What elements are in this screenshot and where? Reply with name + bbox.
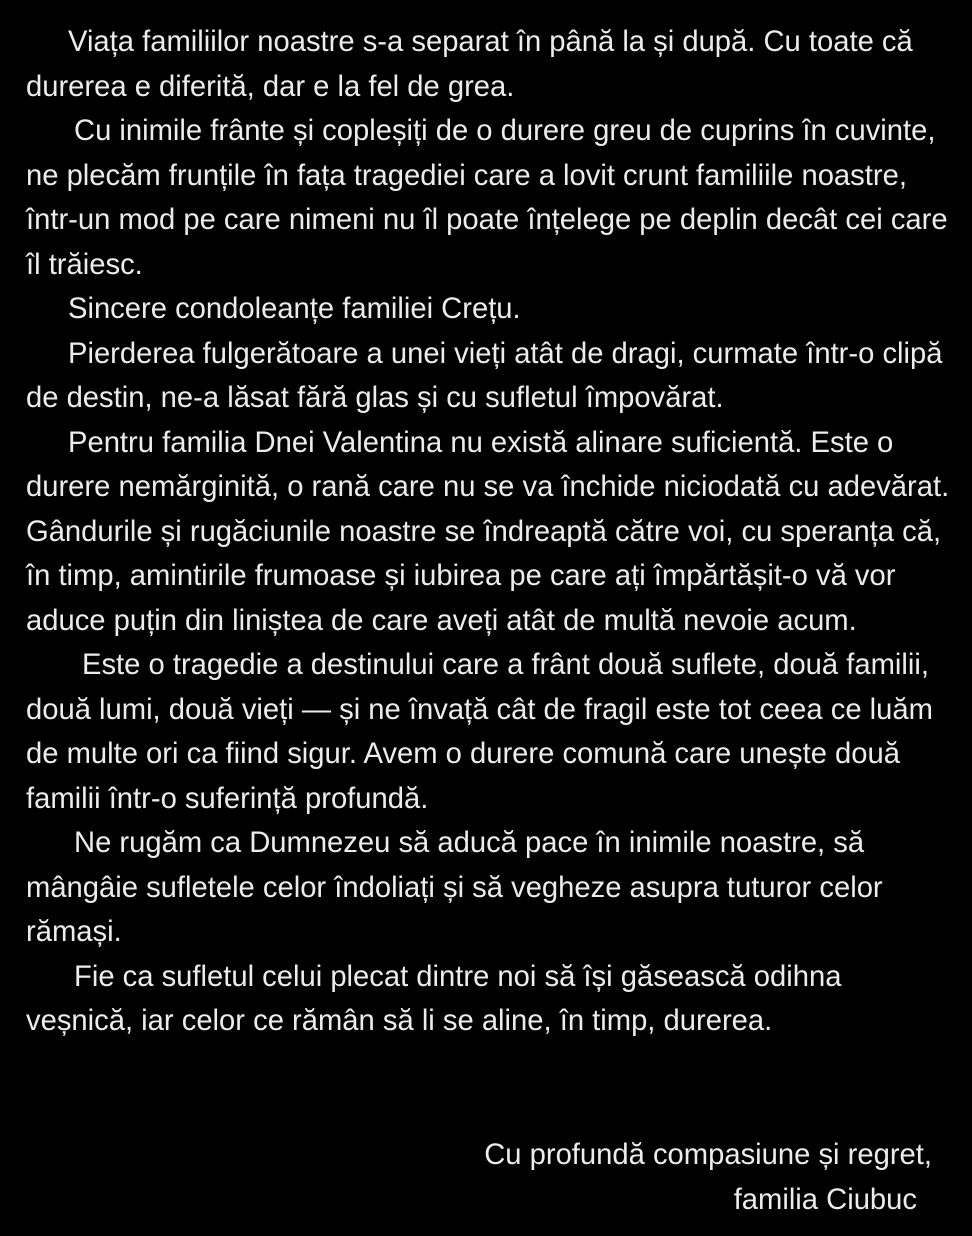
paragraph-4: Pierderea fulgerătoare a unei vieți atât de dragi, curmate într-o clipă de destin, ne-a lăsat fără glas și cu sufletul împovărat. <box>26 337 943 414</box>
paragraph-1: Viața familiilor noastre s-a separat în până la și după. Cu toate că durerea e diferită, dar e la fel de grea. <box>26 26 913 103</box>
paragraph-2: Cu inimile frânte și copleșiți de o durere greu de cuprins în cuvinte, ne plecăm frunțile în fața tragediei care a lovit crunt familiile noastre, într-un mod pe care nimeni nu îl poate înțelege pe deplin decât cei care îl trăiesc. <box>26 115 948 281</box>
paragraph-5: Pentru familia Dnei Valentina nu există alinare suficientă. Este o durere nemărginită, o rană care nu se va închide niciodată cu adevărat. Gândurile și rugăciunile noastre se îndreaptă către voi, cu speranța că, în timp, amintirile frumoase și iubirea pe care ați împărtășit-o vă vor aduce puțin din liniștea de care aveți atât de multă nevoie acum. <box>26 426 950 637</box>
signature-block <box>484 1133 932 1222</box>
signature-name: familia Ciubuc <box>733 1183 917 1216</box>
letter-body <box>26 20 956 1044</box>
paragraph-7: Ne rugăm ca Dumnezeu să aducă pace în inimile noastre, să mângâie sufletele celor îndoliați și să vegheze asupra tuturor celor rămași. <box>26 827 883 948</box>
closing-line: Cu profundă compasiune și regret, <box>484 1139 932 1171</box>
paragraph-6: Este o tragedie a destinului care a frânt două suflete, două familii, două lumi, două vieți — și ne învață cât de fragil este tot ceea ce luăm de multe ori ca fiind sigur. Avem o durere comună care unește două familii într-o suferință profundă. <box>26 649 933 815</box>
paragraph-8: Fie ca sufletul celui plecat dintre noi să își găsească odihna veșnică, iar celor ce rămân să li se aline, în timp, durerea. <box>26 960 842 1037</box>
paragraph-3: Sincere condoleanțe familiei Crețu. <box>68 293 521 325</box>
